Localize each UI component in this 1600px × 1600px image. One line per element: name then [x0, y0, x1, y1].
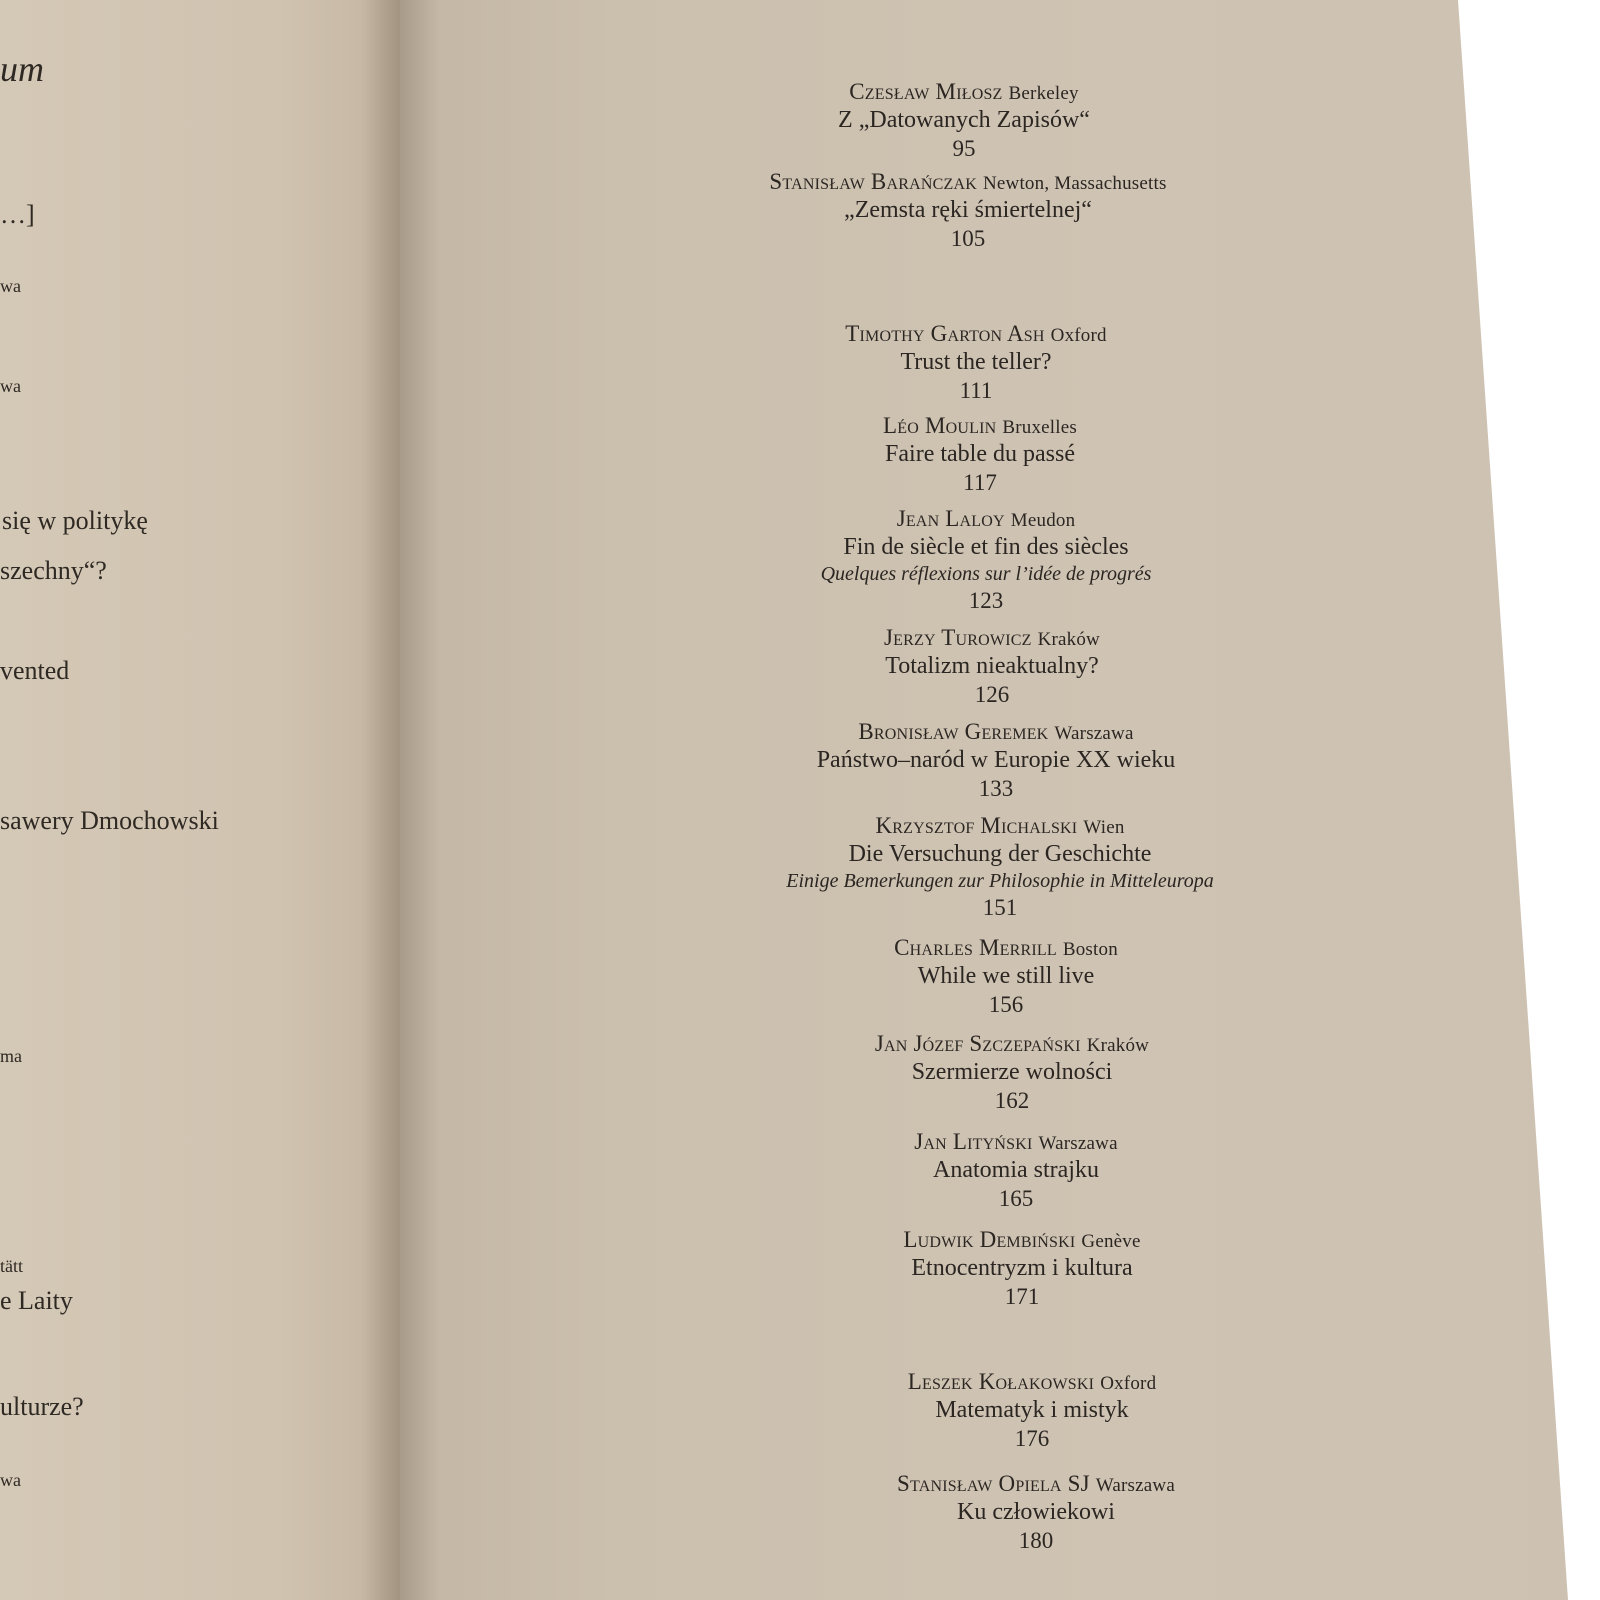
toc-title: Etnocentryzm i kultura: [911, 1254, 1133, 1281]
toc-author-line: [686, 505, 1286, 533]
toc-entry: [676, 320, 1276, 404]
toc-title: Die Versuchung der Geschichte: [848, 840, 1152, 867]
toc-author-line: [712, 1030, 1312, 1058]
toc-page-number: 126: [974, 681, 1010, 707]
toc-page-number: 162: [994, 1087, 1030, 1113]
toc-author-line: [732, 1368, 1332, 1396]
left-page-fragment: tätt: [0, 1256, 23, 1276]
toc-entry: [722, 1226, 1322, 1310]
toc-entry: [712, 1030, 1312, 1114]
toc-title: Z „Datowanych Zapisów“: [838, 106, 1090, 133]
left-page: [0, 0, 400, 1600]
toc-author: Czesław Miłosz: [849, 79, 1003, 104]
toc-author-line: [716, 1128, 1316, 1156]
toc-city: Newton, Massachusetts: [982, 173, 1167, 194]
toc-author-line: [722, 1226, 1322, 1254]
toc-entry: [696, 718, 1296, 802]
toc-author: Leszek Kołakowski: [907, 1369, 1095, 1394]
toc-title: Państwo–naród w Europie XX wieku: [816, 746, 1176, 773]
toc-author-line: [706, 934, 1306, 962]
toc-page-number: 180: [1018, 1527, 1054, 1553]
toc-page-number: 111: [959, 377, 993, 403]
toc-city: Kraków: [1037, 629, 1100, 650]
toc-entry: [664, 78, 1264, 162]
toc-author: Bronisław Geremek: [858, 719, 1049, 744]
toc-title: Anatomia strajku: [933, 1156, 1099, 1183]
toc-author: Jan Lityński: [914, 1129, 1033, 1154]
toc-title: Szermierze wolności: [911, 1058, 1113, 1085]
toc-author: Ludwik Dembiński: [903, 1227, 1076, 1252]
toc-author-line: [700, 812, 1300, 840]
toc-title: „Zemsta ręki śmiertelnej“: [844, 196, 1092, 223]
toc-author-line: [692, 624, 1292, 652]
left-page-fragment: …]: [0, 200, 35, 229]
toc-author: Timothy Garton Ash: [845, 321, 1045, 346]
toc-author: Jean Laloy: [896, 506, 1005, 531]
toc-entry: [732, 1368, 1332, 1452]
book-gutter: [360, 0, 440, 1600]
toc-page-number: 171: [1004, 1283, 1040, 1309]
toc-author: Charles Merrill: [894, 935, 1057, 960]
toc-city: Berkeley: [1008, 83, 1079, 104]
toc-entry: [668, 168, 1268, 252]
toc-entry: [706, 934, 1306, 1018]
toc-page-number: 95: [952, 135, 976, 161]
table-of-contents: [700, 0, 1300, 1600]
left-page-fragment: szechny“?: [0, 556, 107, 585]
toc-author-line: [736, 1470, 1336, 1498]
toc-city: Oxford: [1050, 325, 1107, 346]
toc-page-number: 156: [988, 991, 1024, 1017]
toc-author: Stanisław Opiela SJ: [897, 1471, 1090, 1496]
toc-entry: [692, 624, 1292, 708]
left-page-fragment: wa: [0, 1470, 21, 1490]
toc-city: Bruxelles: [1002, 417, 1077, 438]
toc-entry: [736, 1470, 1336, 1554]
toc-title: Ku człowiekowi: [957, 1498, 1115, 1525]
toc-city: Oxford: [1100, 1373, 1157, 1394]
left-page-fragment: sawery Dmochowski: [0, 806, 219, 835]
left-page-fragment: wa: [0, 276, 21, 296]
toc-title: Matematyk i mistyk: [935, 1396, 1129, 1423]
left-page-fragment: wa: [0, 376, 21, 396]
toc-author-line: [676, 320, 1276, 348]
toc-page-number: 117: [963, 469, 997, 495]
toc-title: While we still live: [917, 962, 1095, 989]
toc-author-line: [664, 78, 1264, 106]
toc-page-number: 151: [982, 894, 1018, 920]
toc-page-number: 165: [998, 1185, 1034, 1211]
toc-city: Wien: [1083, 817, 1125, 838]
toc-author: Stanisław Barańczak: [769, 169, 977, 194]
left-page-fragment: e Laity: [0, 1286, 73, 1315]
toc-entry: [716, 1128, 1316, 1212]
toc-city: Genève: [1081, 1231, 1141, 1252]
toc-page-number: 133: [978, 775, 1014, 801]
toc-author-line: [680, 412, 1280, 440]
toc-city: Warszawa: [1038, 1133, 1118, 1154]
toc-subtitle: Einige Bemerkungen zur Philosophie in Mitteleuropa: [786, 869, 1214, 892]
toc-author: Jan Józef Szczepański: [874, 1031, 1081, 1056]
toc-subtitle: Quelques réflexions sur l’idée de progrés: [820, 562, 1152, 585]
toc-author: Jerzy Turowicz: [884, 625, 1032, 650]
toc-page-number: 105: [950, 225, 986, 251]
toc-entry: [700, 812, 1300, 921]
toc-title: Fin de siècle et fin des siècles: [843, 533, 1129, 560]
toc-author-line: [696, 718, 1296, 746]
left-page-fragment: się w politykę: [2, 506, 148, 535]
toc-city: Meudon: [1010, 510, 1076, 531]
toc-author-line: [668, 168, 1268, 196]
toc-title: Totalizm nieaktualny?: [885, 652, 1099, 679]
left-page-fragment: ma: [0, 1046, 22, 1066]
toc-author: Krzysztof Michalski: [875, 813, 1078, 838]
left-page-fragment: ulturze?: [0, 1392, 84, 1421]
toc-title: Trust the teller?: [900, 348, 1052, 375]
toc-author: Léo Moulin: [883, 413, 997, 438]
toc-entry: [680, 412, 1280, 496]
toc-page-number: 123: [968, 587, 1004, 613]
toc-entry: [686, 505, 1286, 614]
toc-city: Warszawa: [1095, 1475, 1175, 1496]
toc-city: Warszawa: [1054, 723, 1134, 744]
left-page-fragment: um: [0, 49, 44, 89]
toc-city: Kraków: [1086, 1035, 1150, 1056]
toc-city: Boston: [1062, 939, 1118, 960]
toc-title: Faire table du passé: [885, 440, 1075, 467]
left-page-fragment: vented: [0, 656, 70, 685]
toc-page-number: 176: [1014, 1425, 1050, 1451]
